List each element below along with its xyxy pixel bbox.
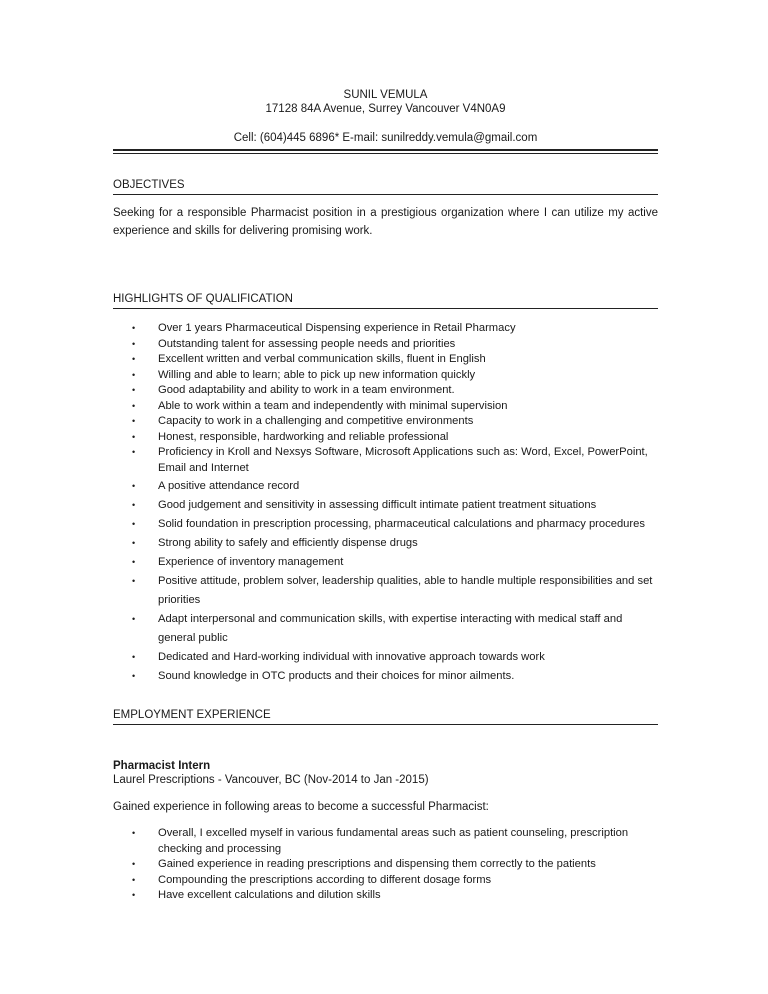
list-item (113, 826, 658, 857)
bullet-icon: • (132, 519, 136, 529)
list-item (113, 383, 658, 399)
header-rule-thin (113, 153, 658, 154)
bullet-icon: • (132, 538, 136, 548)
objectives-text: Seeking for a responsible Pharmacist position in a prestigious organization where I can utilize my active experience and skills for delivering promising work. (113, 207, 658, 237)
list-item-text: Excellent written and verbal communication skills, fluent in English (158, 353, 486, 365)
job-employer: Laurel Prescriptions - Vancouver, BC (Nov-2014 to Jan -2015) (113, 774, 429, 786)
list-item (113, 610, 658, 648)
list-item (113, 337, 658, 353)
list-item (113, 477, 658, 496)
section-title-employment: EMPLOYMENT EXPERIENCE (113, 708, 658, 725)
list-item-text: Gained experience in reading prescriptions and dispensing them correctly to the patients (158, 858, 596, 870)
section-title-objectives: OBJECTIVES (113, 178, 658, 195)
job-title: Pharmacist Intern (113, 760, 211, 772)
list-item-text: Willing and able to learn; able to pick up new information quickly (158, 368, 476, 381)
list-item-text: A positive attendance record (158, 480, 300, 492)
list-item (113, 667, 658, 686)
list-item-text: Outstanding talent for assessing people needs and priorities (158, 337, 456, 350)
candidate-address: 17128 84A Avenue, Surrey Vancouver V4N0A9 (265, 103, 506, 115)
list-item-text: Honest, responsible, hardworking and reliable professional (158, 430, 449, 443)
list-item (113, 496, 658, 515)
list-item (113, 321, 658, 337)
list-item-text: Over 1 years Pharmaceutical Dispensing experience in Retail Pharmacy (158, 322, 516, 334)
list-item (113, 352, 658, 368)
list-item (113, 399, 658, 415)
list-item-text: Positive attitude, problem solver, leadership qualities, able to handle multiple responsibilities and set priorities (158, 575, 653, 606)
list-item-text: Compounding the prescriptions according to different dosage forms (158, 873, 492, 886)
bullet-icon: • (132, 338, 136, 349)
list-item (113, 648, 658, 667)
candidate-name: SUNIL VEMULA (343, 89, 428, 101)
list-item (113, 888, 658, 904)
list-item-text: Adapt interpersonal and communication skills, with expertise interacting with medical staff and general public (158, 613, 623, 644)
job-intro: Gained experience in following areas to become a successful Pharmacist: (113, 801, 489, 813)
bullet-icon: • (132, 557, 136, 567)
list-item-text: Sound knowledge in OTC products and their choices for minor ailments. (158, 670, 515, 682)
list-item-text: Overall, I excelled myself in various fundamental areas such as patient counseling, prescription checking and processing (158, 827, 629, 855)
bullet-icon: • (132, 652, 136, 662)
list-item-text: Solid foundation in prescription processing, pharmaceutical calculations and pharmacy procedures (158, 518, 645, 530)
bullet-icon: • (132, 614, 136, 624)
list-item (113, 553, 658, 572)
bullet-icon: • (132, 859, 136, 869)
bullet-icon: • (132, 447, 136, 457)
job-duties-list (113, 826, 658, 904)
list-item-text: Proficiency in Kroll and Nexsys Software, Microsoft Applications such as: Word, Excel, PowerPoint, Email and Internet (158, 446, 648, 474)
list-item (113, 873, 658, 889)
highlights-list-secondary (113, 477, 658, 686)
list-item (113, 430, 658, 446)
list-item (113, 368, 658, 384)
bullet-icon: • (132, 369, 136, 380)
bullet-icon: • (132, 671, 136, 681)
bullet-icon: • (132, 323, 136, 333)
list-item-text: Good adaptability and ability to work in a team environment. (158, 384, 455, 396)
bullet-icon: • (132, 576, 136, 586)
list-item-text: Good judgement and sensitivity in assessing difficult intimate patient treatment situations (158, 499, 597, 511)
list-item-text: Strong ability to safely and efficiently dispense drugs (158, 537, 418, 549)
candidate-contact: Cell: (604)445 6896* E-mail: sunilreddy.vemula@gmail.com (233, 132, 538, 144)
section-title-highlights: HIGHLIGHTS OF QUALIFICATION (113, 292, 658, 309)
list-item (113, 572, 658, 610)
list-item (113, 515, 658, 534)
bullet-icon: • (132, 354, 136, 364)
bullet-icon: • (132, 481, 136, 491)
bullet-icon: • (132, 431, 136, 442)
list-item (113, 534, 658, 553)
highlights-list-primary (113, 321, 658, 476)
list-item-text: Able to work within a team and independently with minimal supervision (158, 399, 508, 412)
list-item-text: Capacity to work in a challenging and competitive environments (158, 415, 474, 427)
list-item (113, 857, 658, 873)
bullet-icon: • (132, 890, 136, 900)
bullet-icon: • (132, 400, 136, 411)
list-item-text: Have excellent calculations and dilution skills (158, 889, 381, 901)
list-item-text: Dedicated and Hard-working individual with innovative approach towards work (158, 651, 545, 663)
bullet-icon: • (132, 828, 136, 838)
bullet-icon: • (132, 874, 136, 885)
bullet-icon: • (132, 500, 136, 510)
bullet-icon: • (132, 385, 136, 395)
list-item-text: Experience of inventory management (158, 556, 344, 568)
list-item (113, 445, 658, 476)
list-item (113, 414, 658, 430)
bullet-icon: • (132, 416, 136, 426)
header-rule-thick (113, 149, 658, 151)
